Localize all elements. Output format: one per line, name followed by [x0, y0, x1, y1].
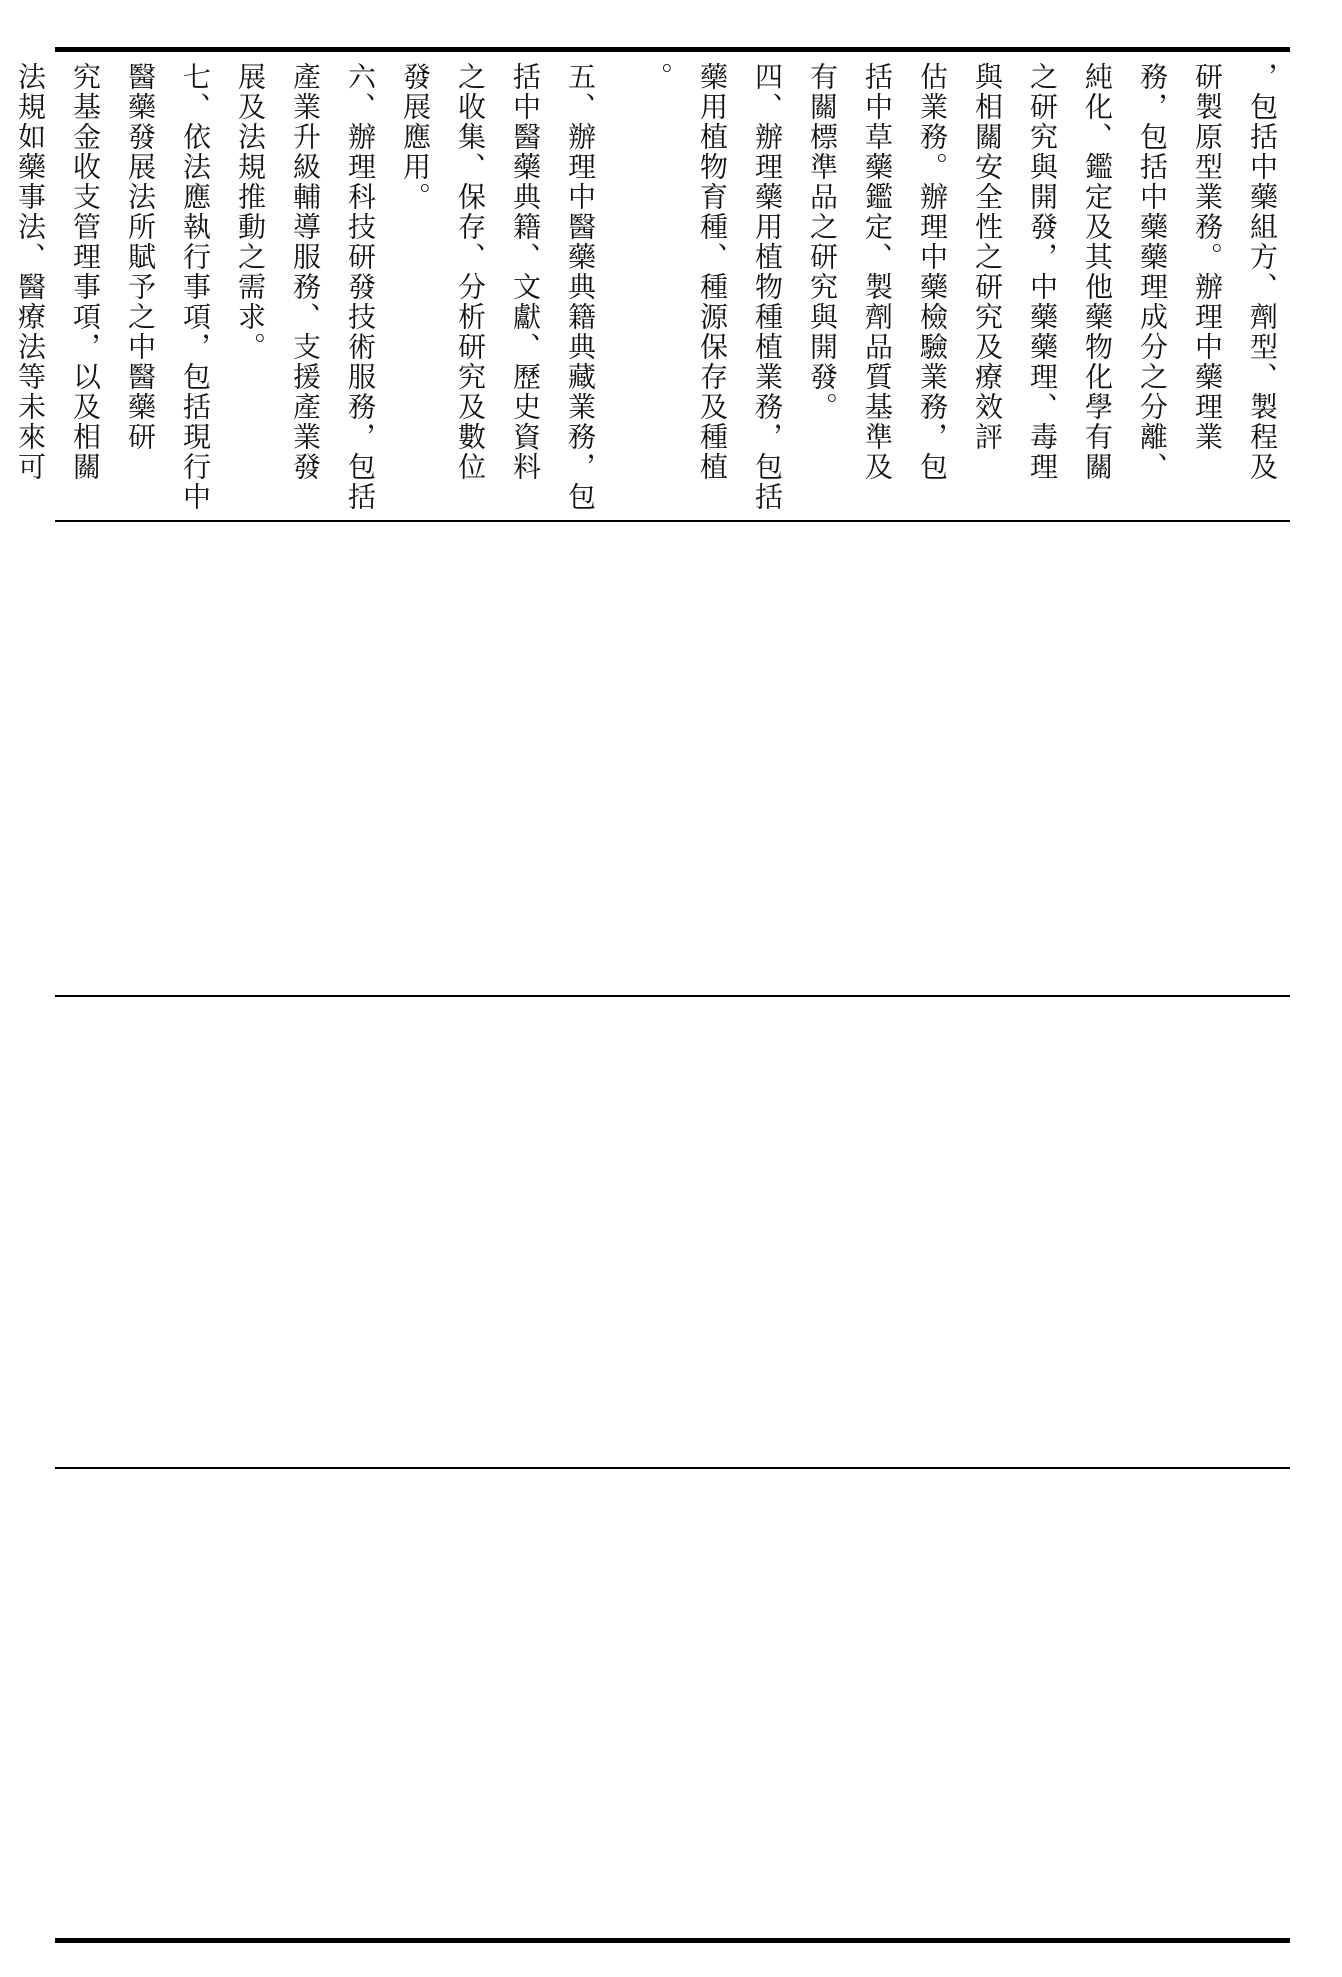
- text-column: 研製原型業務。辦理中藥理業: [1191, 62, 1224, 452]
- text-column: 藥用植物育種、種源保存及種植: [696, 62, 729, 482]
- text-column: ，包括中藥組方、劑型、製程及: [1246, 62, 1279, 482]
- text-column: 發展應用。: [399, 62, 432, 212]
- text-column: 估業務。辦理中藥檢驗業務，包: [916, 62, 949, 482]
- text-column: 之研究與開發，中藥藥理、毒理: [1026, 62, 1059, 482]
- text-column: 五、辦理中醫藥典籍典藏業務，包: [564, 62, 597, 512]
- empty-cell: [55, 997, 1290, 1467]
- text-column: 括中醫藥典籍、文獻、歷史資料: [509, 62, 542, 482]
- text-column: 括中草藥鑑定、製劑品質基準及: [861, 62, 894, 482]
- text-column: 六、辦理科技研發技術服務，包括: [344, 62, 377, 512]
- text-cell: [14, 52, 1290, 517]
- text-column: 務，包括中藥藥理成分之分離、: [1136, 62, 1169, 482]
- text-column: 究基金收支管理事項，以及相關: [69, 62, 102, 482]
- vertical-text-columns: [3, 62, 1290, 522]
- text-column: 。: [641, 62, 674, 92]
- text-column: 有關標準品之研究與開發。: [806, 62, 839, 422]
- text-column: 純化、鑑定及其他藥物化學有關: [1081, 62, 1114, 482]
- empty-cell: [55, 1469, 1290, 1939]
- empty-cell: [55, 522, 1290, 992]
- text-column: 之收集、保存、分析研究及數位: [454, 62, 487, 482]
- text-column: 與相關安全性之研究及療效評: [971, 62, 1004, 452]
- text-column: 七、依法應執行事項，包括現行中: [179, 62, 212, 512]
- text-column: 法規如藥事法、醫療法等未來可: [14, 62, 47, 482]
- text-column: 產業升級輔導服務、支援產業發: [289, 62, 322, 482]
- text-column: 展及法規推動之需求。: [234, 62, 267, 362]
- bottom-rule: [55, 1938, 1290, 1943]
- text-column: 四、辦理藥用植物種植業務，包括: [751, 62, 784, 512]
- text-column: 醫藥發展法所賦予之中醫藥研: [124, 62, 157, 452]
